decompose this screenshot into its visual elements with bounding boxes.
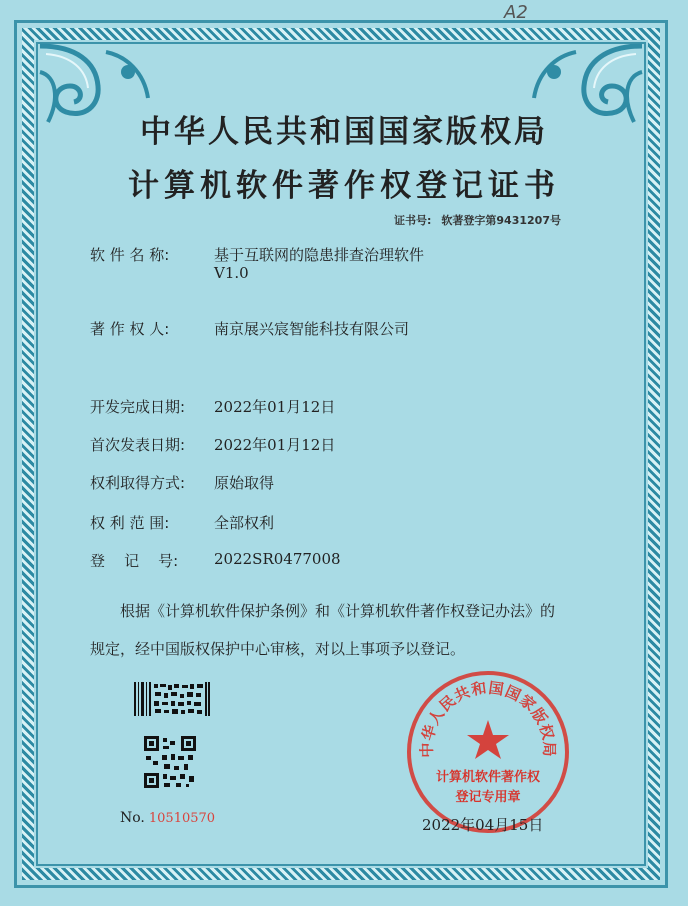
certificate-title: 计算机软件著作权登记证书 [128,168,560,204]
serial-number-value: 10510570 [148,811,216,826]
field-value: 全部权利 [214,514,275,532]
seal-line-2: 登记专用章 [455,790,521,805]
field-label: 首次发表日期: [90,436,186,454]
field-label: 著 作 权 人: [90,320,170,338]
certificate-number-value: 软著登字第9431207号 [441,214,561,227]
barcode-icon [134,682,210,716]
official-seal-icon [404,668,572,836]
issuing-authority: 中华人民共和国国家版权局 [140,114,548,150]
field-value: 基于互联网的隐患排查治理软件 [214,246,425,264]
field-value-version: V1.0 [214,264,249,282]
statement-paragraph [90,592,610,668]
field-value: 原始取得 [214,474,275,492]
field-label: 登 记 号: [90,552,179,570]
field-label: 权利取得方式: [90,474,186,492]
seal-line-1: 计算机软件著作权 [435,770,540,785]
certificate-number [394,212,561,228]
field-label: 开发完成日期: [90,398,186,416]
qr-code-icon [144,736,196,788]
field-value: 2022年01月12日 [214,398,336,416]
field-value: 2022年01月12日 [214,436,336,454]
handwritten-mark: A2 [504,2,528,23]
seal-arc-text: 中华人民共和国国家版权局 [417,678,559,758]
field-value: 南京展兴宸智能科技有限公司 [214,320,410,338]
serial-number-label: No. [120,810,145,826]
statement-line-2: 规定，经中国版权保护中心审核，对以上事项予以登记。 [90,640,466,658]
statement-line-1: 根据《计算机软件保护条例》和《计算机软件著作权登记办法》的 [120,602,556,620]
certificate-number-label: 证书号: [394,214,432,227]
serial-number [120,810,215,826]
field-value: 2022SR0477008 [214,550,341,568]
field-label: 软 件 名 称: [90,246,170,264]
field-label: 权 利 范 围: [90,514,170,532]
issue-date: 2022年04月15日 [422,816,544,834]
